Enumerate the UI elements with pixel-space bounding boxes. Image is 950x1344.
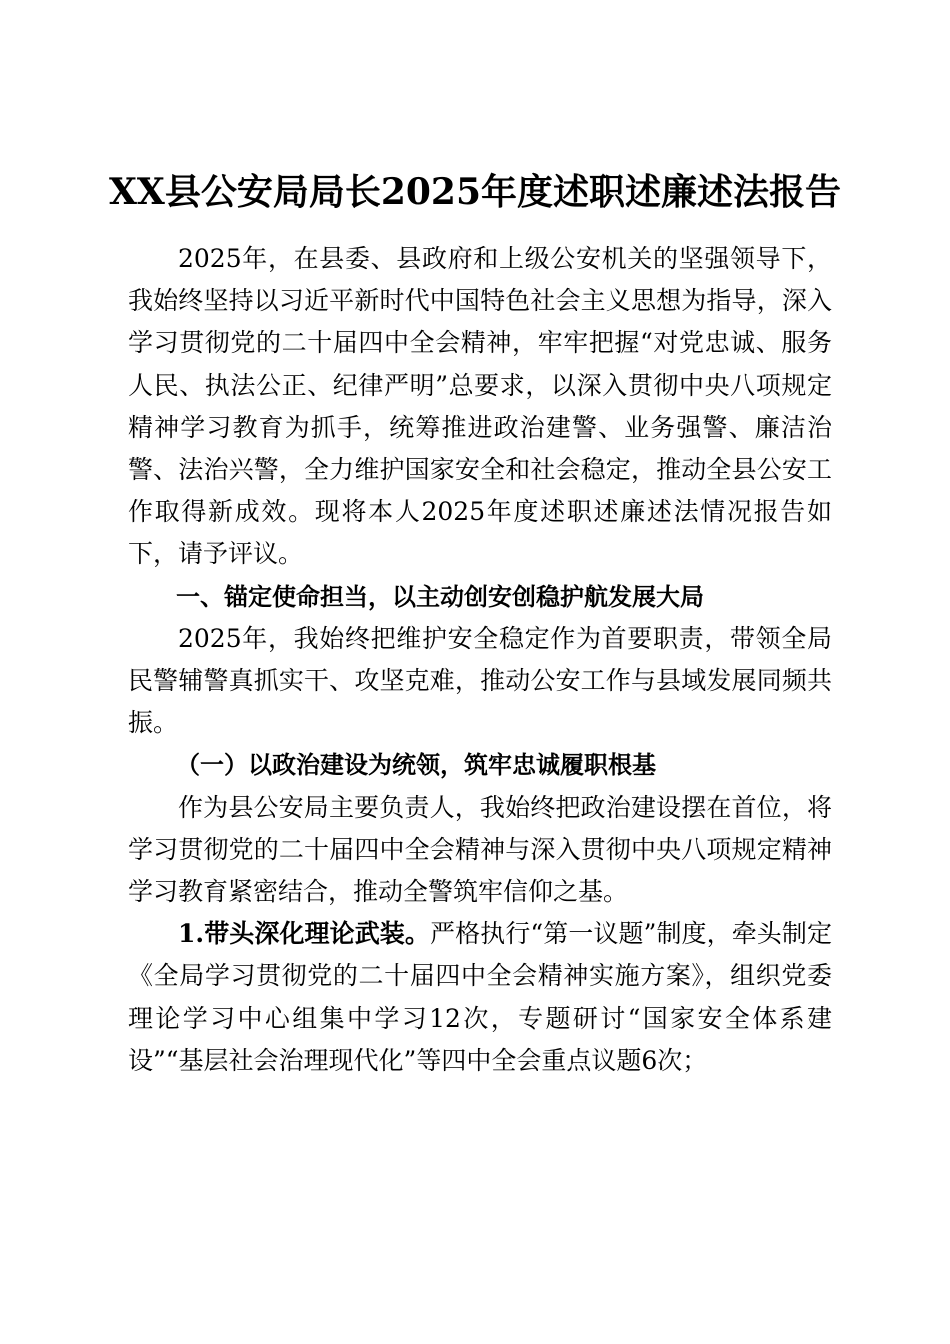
subsection-heading: （一）以政治建设为统领，筑牢忠诚履职根基 — [176, 750, 656, 780]
document-body — [128, 238, 832, 1082]
subsection-paragraph: 作为县公安局主要负责人，我始终把政治建设摆在首位，将学习贯彻党的二十届四中全会精神与深入贯彻中央八项规定精神学习教育紧密结合，推动全警筑牢信仰之基。 — [128, 792, 832, 907]
section-paragraph: 2025年，我始终把维护安全稳定作为首要职责，带领全局民警辅警真抓实干、攻坚克难，推动公安工作与县域发展同频共振。 — [128, 623, 832, 738]
document-title: XX县公安局局长2025年度述职述廉述法报告 — [108, 171, 842, 213]
list-item — [128, 913, 832, 1082]
section-heading: 一、锚定使命担当，以主动创安创稳护航发展大局 — [176, 582, 704, 611]
intro-paragraph: 2025年，在县委、县政府和上级公安机关的坚强领导下，我始终坚持以习近平新时代中国特色社会主义思想为指导，深入学习贯彻党的二十届四中全会精神，牢牢把握“对党忠诚、服务人民、执法公正、纪律严明”总要求，以深入贯彻中央八项规定精神学习教育为抓手，统筹推进政治建警、业务强警、廉洁治警、法治兴警，全力维护国家安全和社会稳定，推动全县公安工作取得新成效。现将本人2025年度述职述廉述法情况报告如下，请予评议。 — [128, 244, 832, 569]
list-item-lead: 1.带头深化理论武装。 — [178, 919, 430, 949]
list-item-text: 严格执行“第一议题”制度，牵头制定《全局学习贯彻党的二十届四中全会精神实施方案》，组织党委理论学习中心组集中学习12次，专题研讨“国家安全体系建设”“基层社会治理现代化”等四中全会重点议题6次； — [128, 919, 832, 1075]
